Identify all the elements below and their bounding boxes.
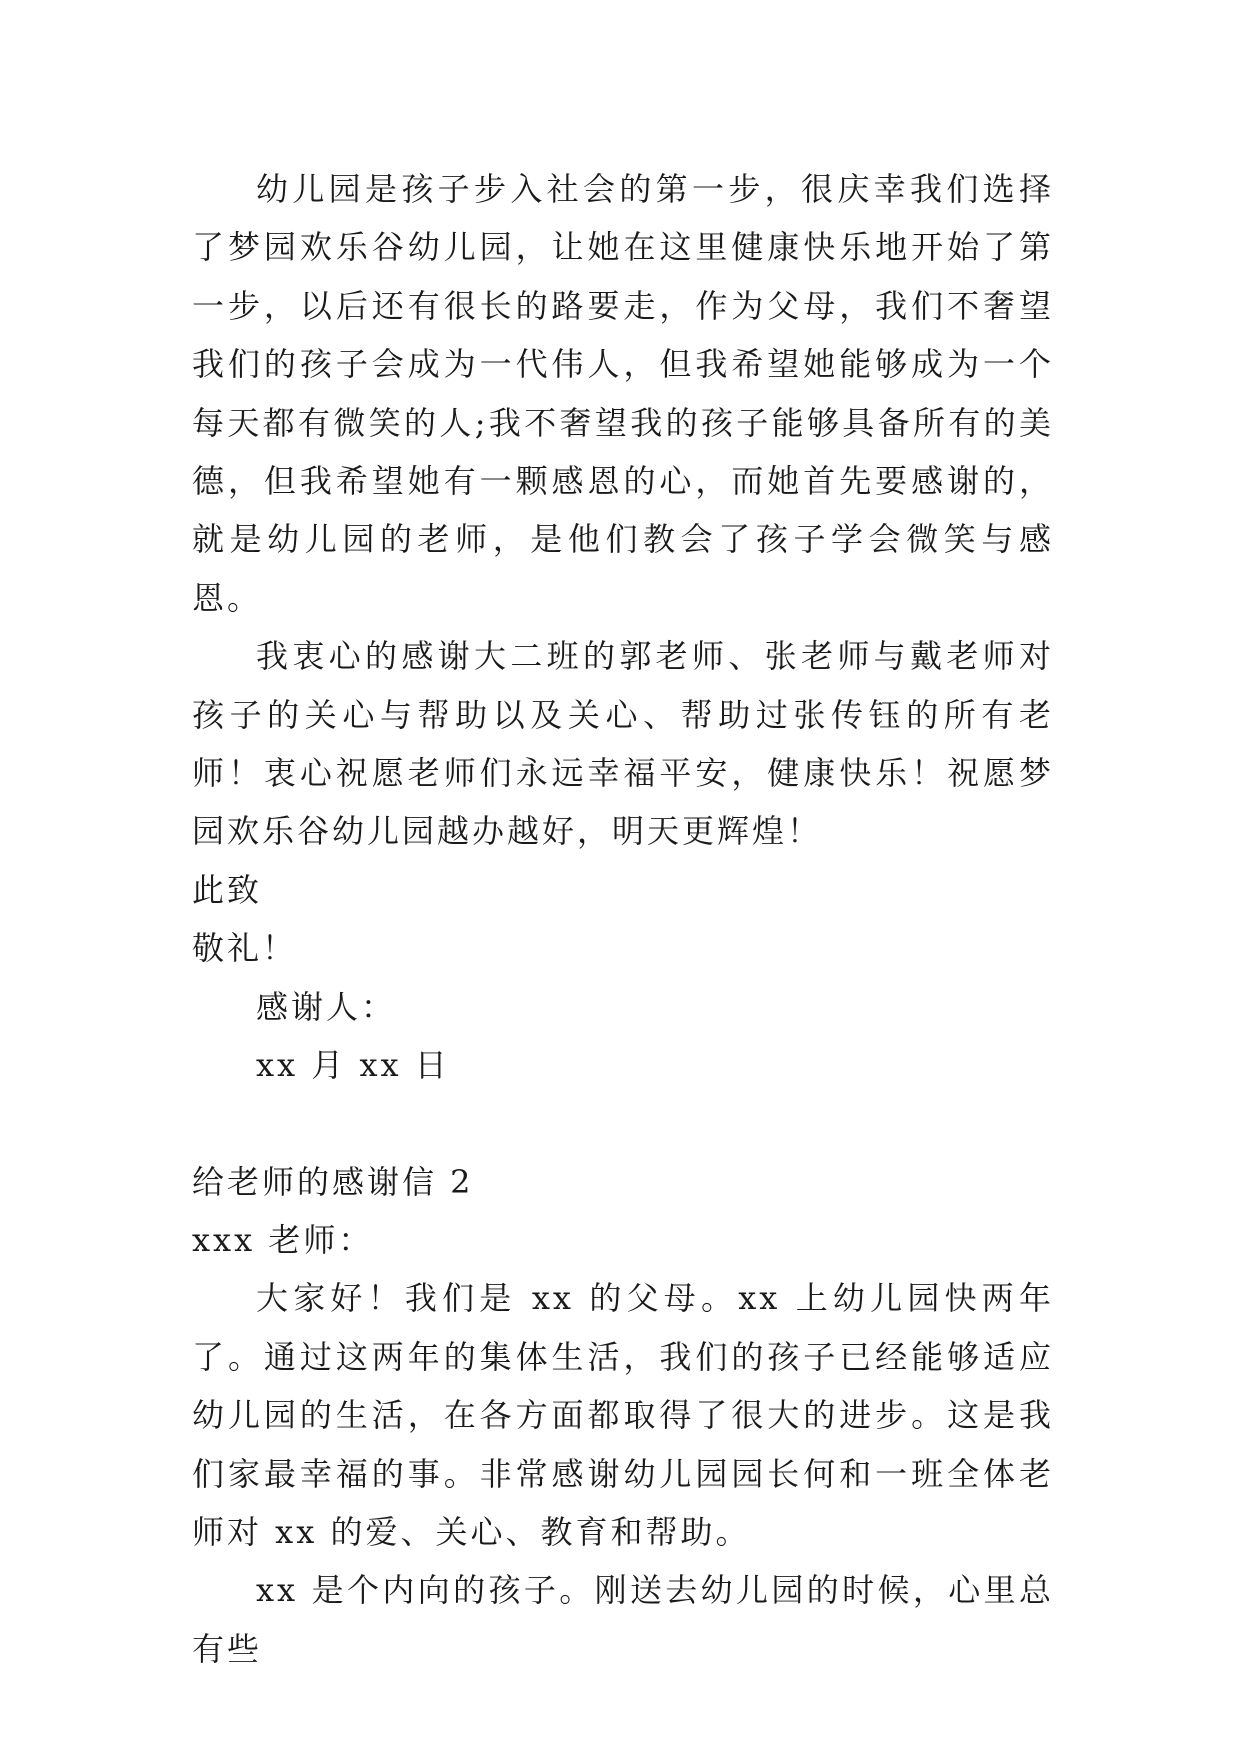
letter2-paragraph-1: 大家好！我们是 xx 的父母。xx 上幼儿园快两年了。通过这两年的集体生活，我们的孩子已经能够适应幼儿园的生活，在各方面都取得了很大的进步。这是我们家最幸福的事。非常感谢幼儿园园长何和一班全体老师对 xx 的爱、关心、教育和帮助。 (192, 1279, 1054, 1551)
letter1-paragraph-1: 幼儿园是孩子步入社会的第一步，很庆幸我们选择了梦园欢乐谷幼儿园，让她在这里健康快乐地开始了第一步，以后还有很长的路要走，作为父母，我们不奢望我们的孩子会成为一代伟人，但我希望她能够成为一个每天都有微笑的人;我不奢望我的孩子能够具备所有的美德，但我希望她有一颗感恩的心，而她首先要感谢的，就是幼儿园的老师，是他们教会了孩子学会微笑与感恩。 (192, 170, 1054, 617)
document-body (192, 160, 1054, 1678)
letter1-closing: 此致 (192, 870, 263, 909)
letter1-paragraph-2: 我衷心的感谢大二班的郭老师、张老师与戴老师对孩子的关心与帮助以及关心、帮助过张传钰的所有老师！衷心祝愿老师们永远幸福平安，健康快乐！祝愿梦园欢乐谷幼儿园越办越好，明天更辉煌！ (192, 637, 1054, 851)
letter2-greeting: xxx 老师： (192, 1220, 374, 1259)
letter2-paragraph-2: xx 是个内向的孩子。刚送去幼儿园的时候，心里总有些 (192, 1571, 1054, 1668)
letter1-signer: 感谢人： (256, 987, 397, 1026)
section-gap (192, 1095, 1054, 1153)
letter1-salute: 敬礼！ (192, 929, 298, 968)
letter2-title: 给老师的感谢信 2 (192, 1162, 474, 1201)
letter1-date: xx 月 xx 日 (256, 1046, 450, 1085)
